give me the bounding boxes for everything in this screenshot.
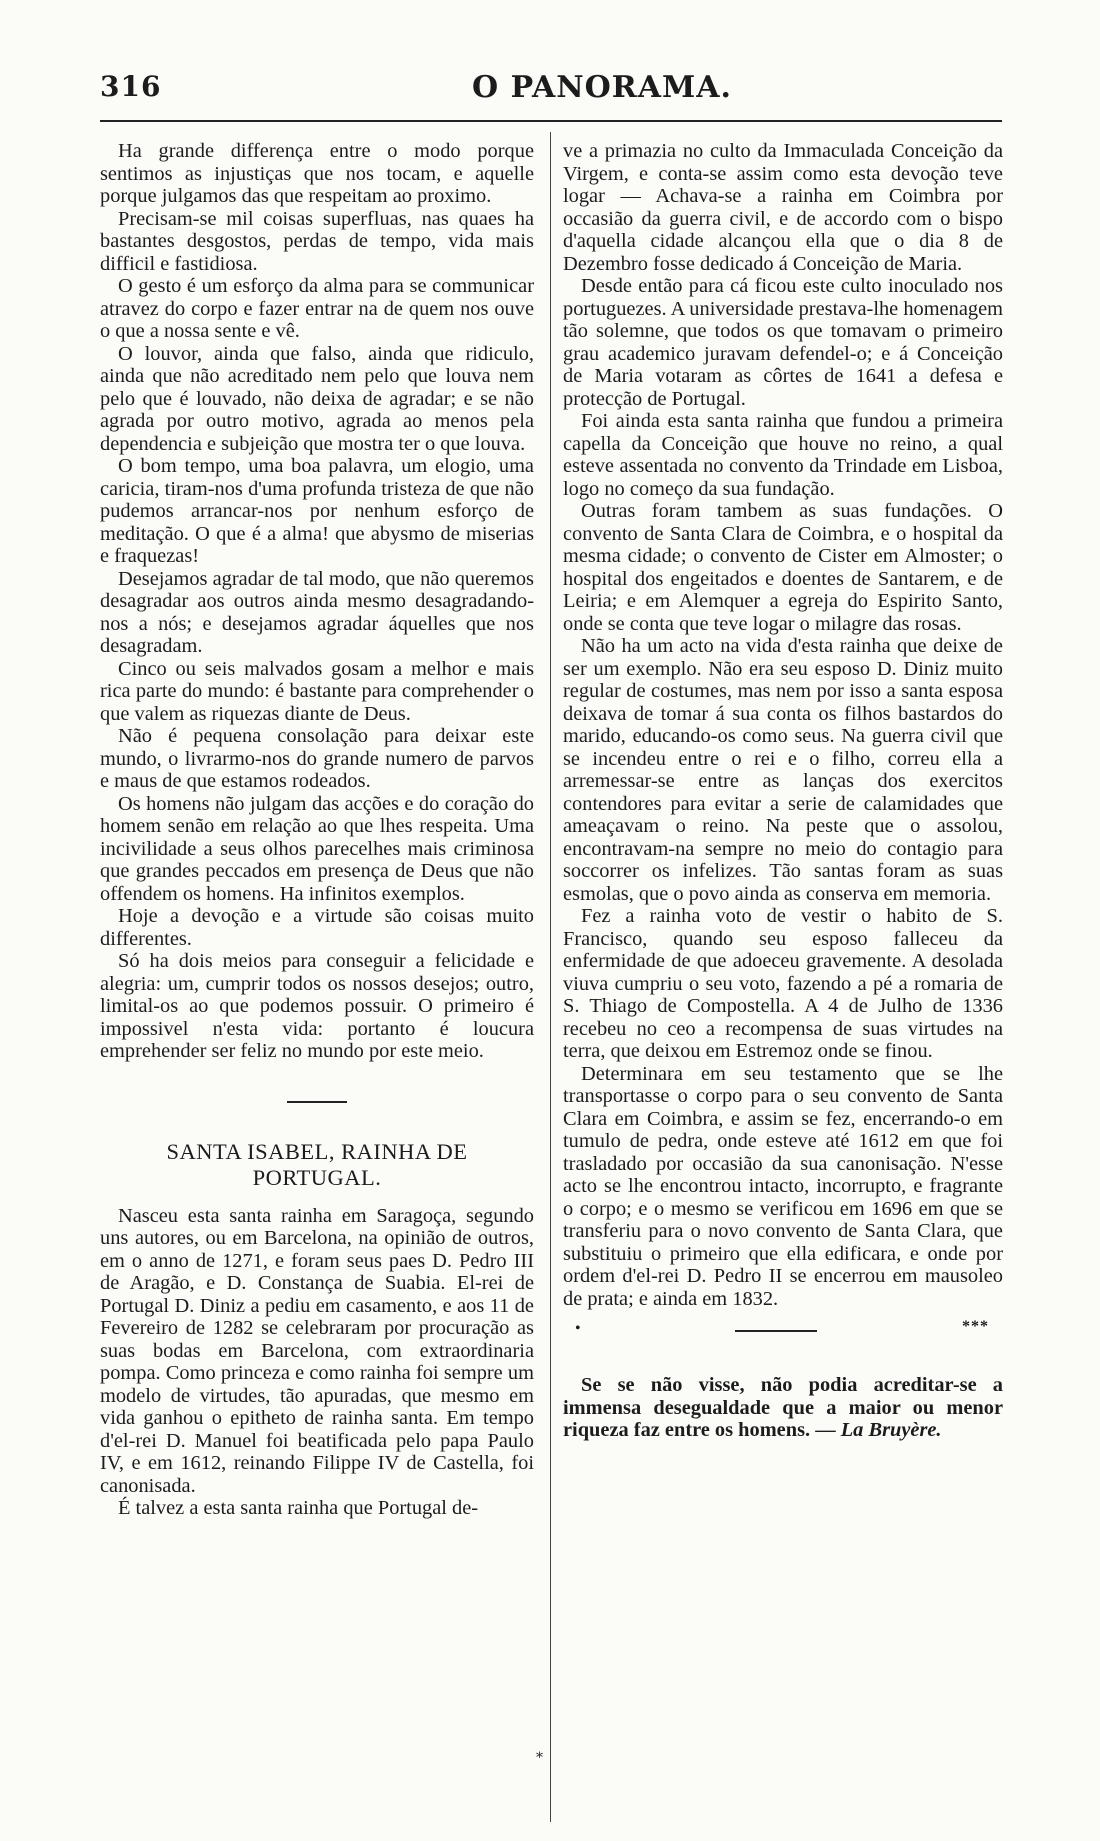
journal-title: O PANORAMA. (472, 70, 732, 105)
article-paragraph: Não ha um acto na vida d'esta rainha que deixe de ser um exemplo. Não era seu esposo D. Diniz muito regular de costumes, mas nem por isso a santa esposa deixava de tomar á sua conta os filhos bastardos do marido, educando-os como seus. Na guerra civil que se incendeu entre o rei e o filho, correu ella a arremessar-se entre as lanças dos exercitos contendores para evitar a serie de calamidades que ameaçavam o reino. Na peste que o assolou, encontravam-na sempre no meio do contagio para soccorrer os infelizes. Tão santas foram as suas esmolas, que o povo ainda as conserva em memoria. (563, 635, 1003, 905)
header-rule (100, 120, 1002, 122)
maxim-paragraph: Ha grande differença entre o modo porque sentimos as injustiças que nos tocam, e aquelle porque julgamos das que respeitam ao proximo. (100, 140, 534, 207)
article-paragraph: Foi ainda esta santa rainha que fundou a primeira capella da Conceição que houve no reino, a qual esteve assentada no convento da Trindade em Lisboa, logo no começo da sua fundação. (563, 410, 1003, 500)
column-divider (550, 132, 551, 1822)
footer-mark: * (536, 1750, 543, 1766)
ornament-line (735, 1330, 817, 1332)
maxim-paragraph: Só ha dois meios para conseguir a felicidade e alegria: um, cumprir todos os nossos desejos; outro, limital-os ao que podemos possuir. O primeiro é impossivel n'esta vida: portanto é loucura emprehender ser feliz no mundo por este meio. (100, 950, 534, 1062)
article-paragraph: Nasceu esta santa rainha em Saragoça, segundo uns autores, ou em Barcelona, na opinião de outros, em o anno de 1271, e foram seus paes D. Pedro III de Aragão, e D. Constança de Suabia. El-rei de Portugal D. Diniz a pediu em casamento, e aos 11 de Fevereiro de 1282 se celebraram por procuração as suas bodas em Barcelona, com extraordinaria pompa. Como princeza e como rainha foi sempre um modelo de virtudes, tão apuradas, que mesmo em vida ganhou o epitheto de rainha santa. Em tempo d'el-rei D. Manuel foi beatificada pelo papa Paulo IV, e em 1612, reinando Filippe IV de Castella, foi canonisada. (100, 1204, 534, 1497)
article-paragraph: Desde então para cá ficou este culto inoculado nos portuguezes. A universidade prestava-lhe homenagem tão solemne, que todos os que tomavam o primeiro grau academico juravam defendel-o; e á Conceição de Maria votaram as côrtes de 1641 a defesa e protecção de Portugal. (563, 275, 1003, 410)
article-paragraph: É talvez a esta santa rainha que Portugal de- (118, 1497, 479, 1519)
maxim-paragraph: Não é pequena consolação para deixar este mundo, o livrarmo-nos do grande numero de parvos e maus de que estamos rodeados. (100, 725, 534, 792)
article-paragraph: Determinara em seu testamento que se lhe transportasse o corpo para o seu convento de Santa Clara em Coimbra, e assim se fez, encerrando-o em tumulo de pedra, onde esteve até 1612 em que foi trasladado por occasião da sua canonisação. N'esse acto se lhe encontrou intacto, incorrupto, e fragrante o corpo; e o mesmo se verificou em 1696 em que se transferiu para o novo convento de Santa Clara, que substituiu o primeiro que ella edificara, e onde por ordem d'el-rei D. Pedro II se encerrou em mausoleo de prata; e ainda em 1832. (563, 1062, 1003, 1310)
maxim-paragraph: O bom tempo, uma boa palavra, um elogio, uma caricia, tiram-nos d'uma profunda tristeza de que não pudemos arrancar-nos por nenhum esforço de meditação. O que é a alma! que abysmo de miserias e fraquezas! (100, 455, 534, 567)
article-paragraph: ve a primazia no culto da Immaculada Conceição da Virgem, e conta-se assim como esta devoção teve logar — Achava-se a rainha em Coimbra por occasião da guerra civil, e de accordo com o bispo d'aquella cidade alcançou ella que o dia 8 de Dezembro fosse dedicado á Conceição de Maria. (563, 140, 1003, 275)
page-number: 316 (100, 70, 162, 103)
section-heading: SANTA ISABEL, RAINHA DE PORTUGAL. (166, 1138, 468, 1190)
maxim-paragraph: O louvor, ainda que falso, ainda que ridiculo, ainda que não acreditado nem pelo que louva nem pelo que é louvado, não deixa de agradar; e se não agrada por outro motivo, agrada ao menos pela dependencia e subjeição que mostra ter o que louva. (100, 342, 534, 455)
maxim-paragraph: Desejamos agradar de tal modo, que não queremos desagradar aos outros ainda mesmo desagradando-nos a nós; e desejamos agradar áquelles que nos desagradam. (100, 567, 534, 657)
aphorism-author: La Bruyère. (840, 1419, 942, 1441)
maxim-paragraph: O gesto é um esforço da alma para se communicar atravez do corpo e fazer entrar na de quem nos ouve o que a nossa sente e vê. (100, 275, 534, 342)
ornament-separator (563, 1316, 1003, 1346)
ornament-dot: • (575, 1320, 581, 1337)
maxim-paragraph: Precisam-se mil coisas superfluas, nas quaes ha bastantes desgostos, perdas de tempo, vida mais difficil e fastidiosa. (100, 207, 534, 275)
page-header (100, 66, 1000, 110)
maxim-paragraph: Cinco ou seis malvados gosam a melhor e mais rica parte do mundo: é bastante para comprehender o que valem as riquezas diante de Deus. (100, 657, 534, 725)
right-column (563, 140, 1003, 1442)
aphorism-text: Se se não visse, não podia acreditar-se a immensa desegualdade que a maior ou menor riqueza faz entre os homens. — (563, 1374, 1003, 1441)
maxim-paragraph: Hoje a devoção e a virtude são coisas muito differentes. (100, 905, 534, 950)
left-column (100, 140, 534, 1520)
ornament-stars: *** (962, 1318, 989, 1335)
section-separator (287, 1101, 347, 1103)
article-paragraph: Fez a rainha voto de vestir o habito de S. Francisco, quando seu esposo falleceu da enfermidade de que adoeceu gravemente. A desolada viuva cumpriu o seu voto, fazendo a pé a romaria de S. Thiago de Compostella. A 4 de Julho de 1336 recebeu no ceo a recompensa de suas virtudes na terra, que deixou em Estremoz onde se finou. (563, 905, 1003, 1062)
aphorism (563, 1374, 1003, 1442)
maxim-paragraph: Os homens não julgam das acções e do coração do homem senão em relação ao que lhes respeita. Uma incivilidade a seus olhos parecelhes mais criminosa que grandes peccados em presença de Deus que não offendem os homens. Ha infinitos exemplos. (100, 792, 534, 905)
article-paragraph: Outras foram tambem as suas fundações. O convento de Santa Clara de Coimbra, e o hospital da mesma cidade; o convento de Cister em Almoster; o hospital dos engeitados e doentes de Santarem, e de Leiria; e em Alemquer a egreja do Espirito Santo, onde se conta que teve logar o milagre das rosas. (563, 500, 1003, 635)
